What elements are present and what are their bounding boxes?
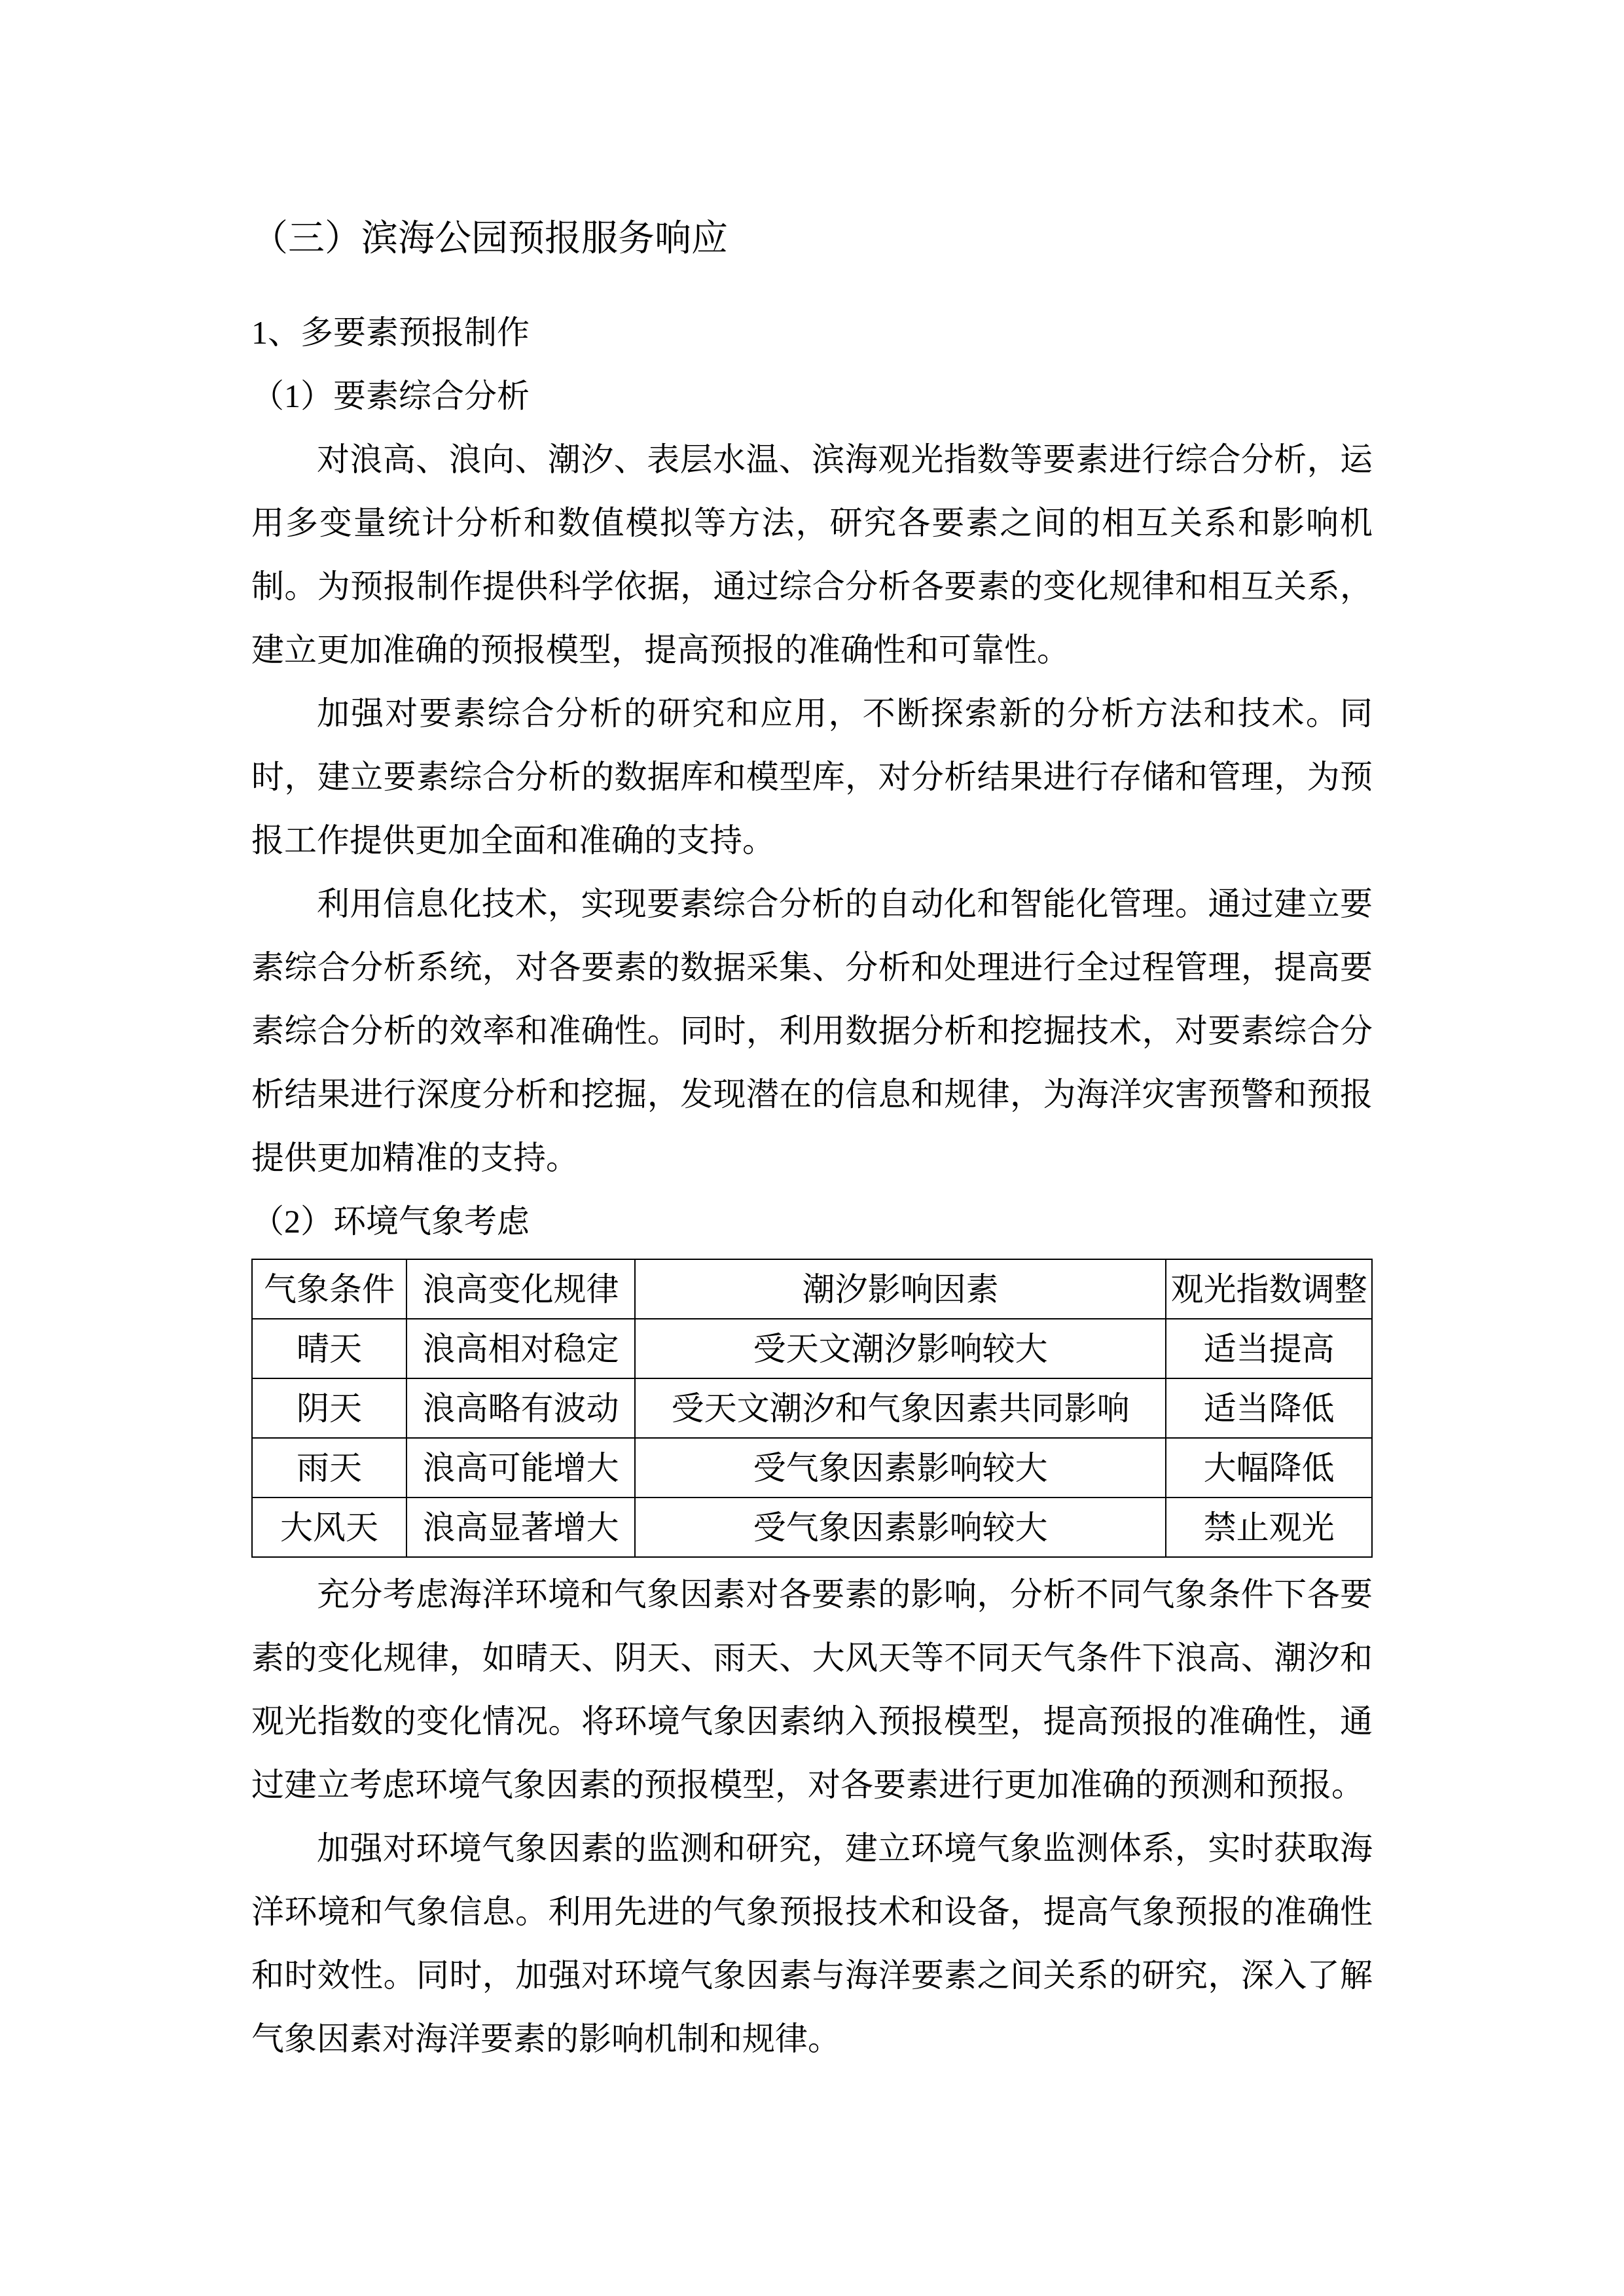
table-cell: 受气象因素影响较大	[635, 1438, 1166, 1498]
table-row-rainy	[252, 1438, 1372, 1498]
paragraph-analysis-1: 对浪高、浪向、潮汐、表层水温、滨海观光指数等要素进行综合分析，运用多变量统计分析和数值模拟等方法，研究各要素之间的相互关系和影响机制。为预报制作提供科学依据，通过综合分析各要素的变化规律和相互关系，建立更加准确的预报模型，提高预报的准确性和可靠性。	[251, 441, 1373, 668]
subsection-heading-weather: （2）环境气象考虑	[251, 1203, 530, 1240]
section-heading-multifactor: 1、多要素预报制作	[251, 314, 530, 351]
paragraph-weather-2: 加强对环境气象因素的监测和研究，建立环境气象监测体系，实时获取海洋环境和气象信息。利用先进的气象预报技术和设备，提高气象预报的准确性和时效性。同时，加强对环境气象因素与海洋要素之间关系的研究，深入了解气象因素对海洋要素的影响机制和规律。	[251, 1830, 1373, 2057]
table-row-sunny	[252, 1319, 1372, 1378]
table-cell: 大风天	[252, 1498, 406, 1557]
paragraph-analysis-2: 加强对要素综合分析的研究和应用，不断探索新的分析方法和技术。同时，建立要素综合分析的数据库和模型库，对分析结果进行存储和管理，为预报工作提供更加全面和准确的支持。	[251, 695, 1373, 859]
table-cell: 晴天	[252, 1319, 406, 1378]
weather-table	[251, 1259, 1373, 1558]
table-cell: 受天文潮汐和气象因素共同影响	[635, 1378, 1166, 1438]
table-cell: 阴天	[252, 1378, 406, 1438]
table-cell: 浪高可能增大	[406, 1438, 635, 1498]
table-cell: 浪高相对稳定	[406, 1319, 635, 1378]
paragraph-analysis-3: 利用信息化技术，实现要素综合分析的自动化和智能化管理。通过建立要素综合分析系统，对各要素的数据采集、分析和处理进行全过程管理，提高要素综合分析的效率和准确性。同时，利用数据分析和挖掘技术，对要素综合分析结果进行深度分析和挖掘，发现潜在的信息和规律，为海洋灾害预警和预报提供更加精准的支持。	[251, 886, 1373, 1176]
table-row-windy	[252, 1498, 1372, 1557]
table-header-cell-condition: 气象条件	[252, 1259, 406, 1319]
page-title: （三）滨海公园预报服务响应	[251, 219, 728, 259]
table-header-cell-tide: 潮汐影响因素	[635, 1259, 1166, 1319]
table-header-cell-index: 观光指数调整	[1166, 1259, 1372, 1319]
table-row-cloudy	[252, 1378, 1372, 1438]
table-header-cell-wave: 浪高变化规律	[406, 1259, 635, 1319]
table-cell: 浪高显著增大	[406, 1498, 635, 1557]
table-cell: 适当提高	[1166, 1319, 1372, 1378]
table-cell: 雨天	[252, 1438, 406, 1498]
table-header-row	[252, 1259, 1372, 1319]
paragraph-weather-1: 充分考虑海洋环境和气象因素对各要素的影响，分析不同气象条件下各要素的变化规律，如晴天、阴天、雨天、大风天等不同天气条件下浪高、潮汐和观光指数的变化情况。将环境气象因素纳入预报模型，提高预报的准确性，通过建立考虑环境气象因素的预报模型，对各要素进行更加准确的预测和预报。	[251, 1576, 1373, 1803]
table-cell: 受气象因素影响较大	[635, 1498, 1166, 1557]
table-cell: 禁止观光	[1166, 1498, 1372, 1557]
subsection-heading-analysis: （1）要素综合分析	[251, 378, 530, 414]
table-cell: 受天文潮汐影响较大	[635, 1319, 1166, 1378]
table-cell: 适当降低	[1166, 1378, 1372, 1438]
table-cell: 大幅降低	[1166, 1438, 1372, 1498]
table-cell: 浪高略有波动	[406, 1378, 635, 1438]
